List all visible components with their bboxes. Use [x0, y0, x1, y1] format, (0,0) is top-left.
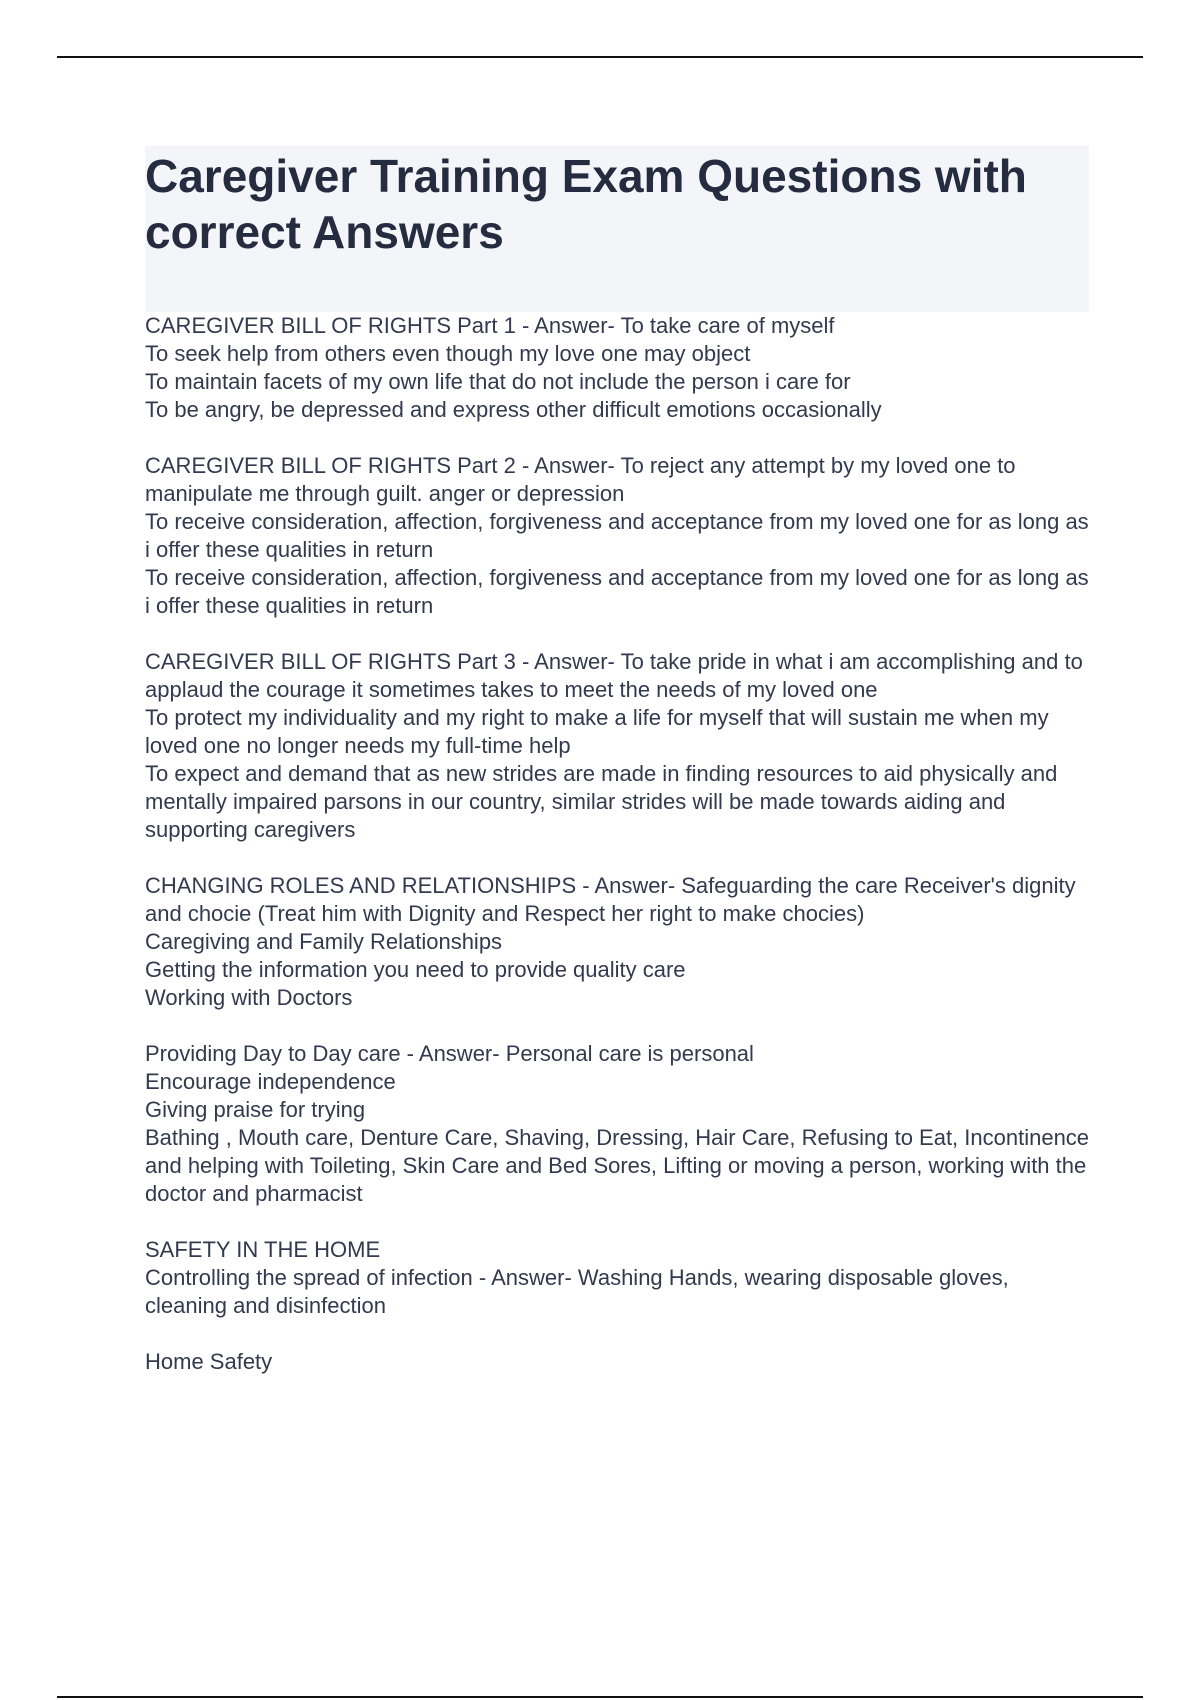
text-line: Getting the information you need to provide quality care: [145, 957, 686, 982]
qa-section: [145, 648, 1095, 844]
text-line: CHANGING ROLES AND RELATIONSHIPS - Answer- Safeguarding the care Receiver's dignity and chocie (Treat him with Dignity and Respect her right to make chocies): [145, 873, 1076, 926]
document-body: [145, 312, 1095, 1404]
text-line: To maintain facets of my own life that do not include the person i care for: [145, 369, 851, 394]
text-line: To receive consideration, affection, forgiveness and acceptance from my loved one for as long as i offer these qualities in return: [145, 565, 1089, 618]
text-line: Working with Doctors: [145, 985, 353, 1010]
text-line: Bathing , Mouth care, Denture Care, Shaving, Dressing, Hair Care, Refusing to Eat, Incontinence and helping with Toileting, Skin Care and Bed Sores, Lifting or moving a person, working with the doctor and pharmacist: [145, 1125, 1090, 1206]
text-line: Providing Day to Day care - Answer- Personal care is personal: [145, 1041, 754, 1066]
qa-section: [145, 1236, 1095, 1320]
text-line: To expect and demand that as new strides are made in finding resources to aid physically and mentally impaired parsons in our country, similar strides will be made towards aiding and supporting caregivers: [145, 761, 1058, 842]
section-heading: SAFETY IN THE HOME: [145, 1237, 381, 1262]
text-line: Controlling the spread of infection - Answer- Washing Hands, wearing disposable gloves, cleaning and disinfection: [145, 1265, 1009, 1318]
qa-section: [145, 1040, 1095, 1208]
section-heading: Home Safety: [145, 1349, 273, 1374]
document-title: Caregiver Training Exam Questions with correct Answers: [145, 150, 1027, 258]
text-line: CAREGIVER BILL OF RIGHTS Part 3 - Answer- To take pride in what i am accomplishing and to applaud the courage it sometimes takes to meet the needs of my loved one: [145, 649, 1083, 702]
text-line: To receive consideration, affection, forgiveness and acceptance from my loved one for as long as i offer these qualities in return: [145, 509, 1089, 562]
text-line: To seek help from others even though my love one may object: [145, 341, 751, 366]
text-line: CAREGIVER BILL OF RIGHTS Part 1 - Answer- To take care of myself: [145, 313, 835, 338]
text-line: To be angry, be depressed and express other difficult emotions occasionally: [145, 397, 882, 422]
qa-section: [145, 872, 1095, 1012]
text-line: CAREGIVER BILL OF RIGHTS Part 2 - Answer- To reject any attempt by my loved one to manipulate me through guilt. anger or depression: [145, 453, 1016, 506]
text-line: Caregiving and Family Relationships: [145, 929, 503, 954]
text-line: Giving praise for trying: [145, 1097, 366, 1122]
title-block: [145, 146, 1089, 312]
top-rule: [57, 56, 1143, 58]
qa-section: [145, 452, 1095, 620]
bottom-rule: [57, 1696, 1143, 1698]
text-line: To protect my individuality and my right to make a life for myself that will sustain me when my loved one no longer needs my full-time help: [145, 705, 1049, 758]
qa-section: [145, 1348, 1095, 1376]
qa-section: [145, 312, 1095, 424]
text-line: Encourage independence: [145, 1069, 396, 1094]
